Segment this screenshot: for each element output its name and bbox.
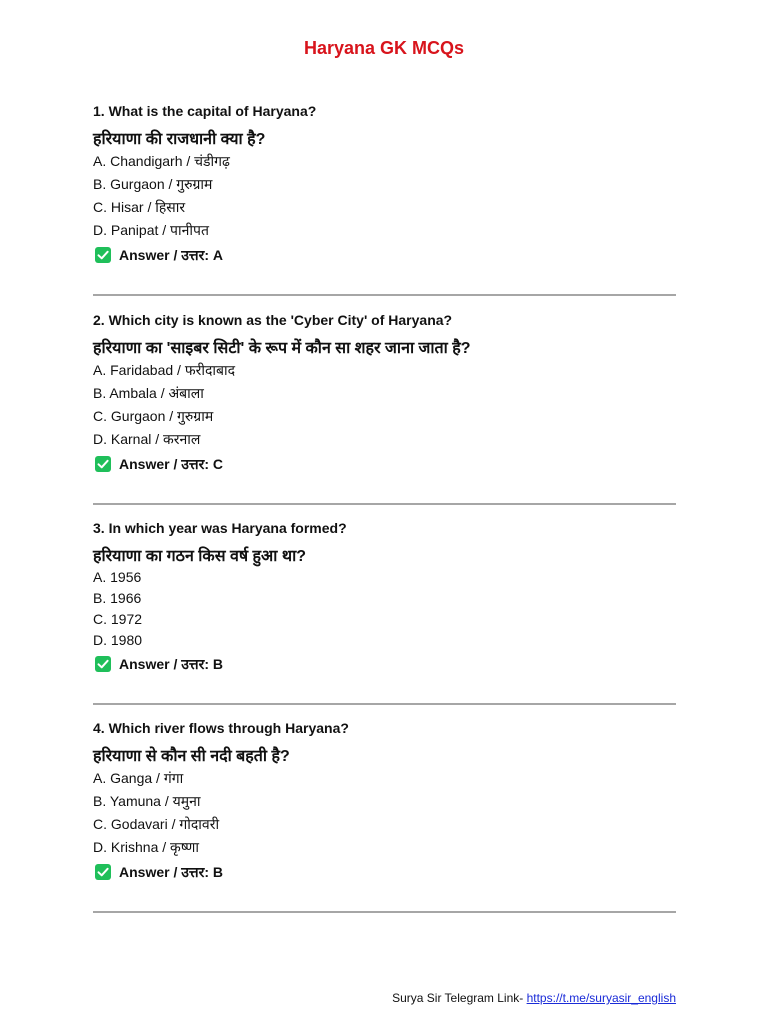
question-text-en: 3. In which year was Haryana formed? <box>93 520 347 536</box>
divider <box>93 911 676 913</box>
option-b: B. Ambala / अंबाला <box>93 385 204 401</box>
question-text-en: 2. Which city is known as the 'Cyber City' of Haryana? <box>93 312 453 328</box>
question-text-hi: हरियाणा से कौन सी नदी बहती है? <box>93 748 290 765</box>
question-block <box>93 102 676 266</box>
question-block <box>93 519 676 675</box>
divider <box>93 503 676 505</box>
answer-row <box>93 653 676 675</box>
question-text-hi: हरियाणा की राजधानी क्या है? <box>93 131 266 148</box>
option-c: C. Hisar / हिसार <box>93 199 186 215</box>
option-a: A. Chandigarh / चंडीगढ़ <box>93 153 230 169</box>
answer-text: Answer / उत्तर: B <box>119 656 223 672</box>
options-list <box>93 767 676 859</box>
option-a: A. 1956 <box>93 569 142 585</box>
option-d: D. 1980 <box>93 632 143 648</box>
options-list <box>93 150 676 242</box>
footer-label: Surya Sir Telegram Link- <box>392 991 527 1005</box>
divider <box>93 703 676 705</box>
check-icon <box>95 247 111 263</box>
option-b: B. 1966 <box>93 590 142 606</box>
question-text-en: 4. Which river flows through Haryana? <box>93 720 349 736</box>
options-list <box>93 567 676 651</box>
option-b: B. Gurgaon / गुरुग्राम <box>93 176 213 192</box>
question-text-hi: हरियाणा का 'साइबर सिटी' के रूप में कौन सा शहर जाना जाता है? <box>93 340 471 357</box>
question-text-en: 1. What is the capital of Haryana? <box>93 103 317 119</box>
option-d: D. Krishna / कृष्णा <box>93 839 200 855</box>
option-c: C. Gurgaon / गुरुग्राम <box>93 408 214 424</box>
check-icon <box>95 456 111 472</box>
option-d: D. Panipat / पानीपत <box>93 222 209 238</box>
telegram-link[interactable]: https://t.me/suryasir_english <box>526 991 676 1005</box>
option-c: C. 1972 <box>93 611 143 627</box>
option-c: C. Godavari / गोदावरी <box>93 816 220 832</box>
check-icon <box>95 656 111 672</box>
answer-text: Answer / उत्तर: C <box>119 456 223 472</box>
option-a: A. Ganga / गंगा <box>93 770 184 786</box>
footer <box>392 990 676 1006</box>
question-block <box>93 719 676 883</box>
question-block <box>93 311 676 475</box>
answer-row <box>93 453 676 475</box>
page-title: Haryana GK MCQs <box>303 38 465 58</box>
question-text-hi: हरियाणा का गठन किस वर्ष हुआ था? <box>93 548 306 565</box>
option-a: A. Faridabad / फरीदाबाद <box>93 362 236 378</box>
options-list <box>93 359 676 451</box>
answer-text: Answer / उत्तर: B <box>119 864 223 880</box>
answer-text: Answer / उत्तर: A <box>119 247 223 263</box>
option-b: B. Yamuna / यमुना <box>93 793 201 809</box>
answer-row <box>93 244 676 266</box>
answer-row <box>93 861 676 883</box>
divider <box>93 294 676 296</box>
check-icon <box>95 864 111 880</box>
option-d: D. Karnal / करनाल <box>93 431 201 447</box>
